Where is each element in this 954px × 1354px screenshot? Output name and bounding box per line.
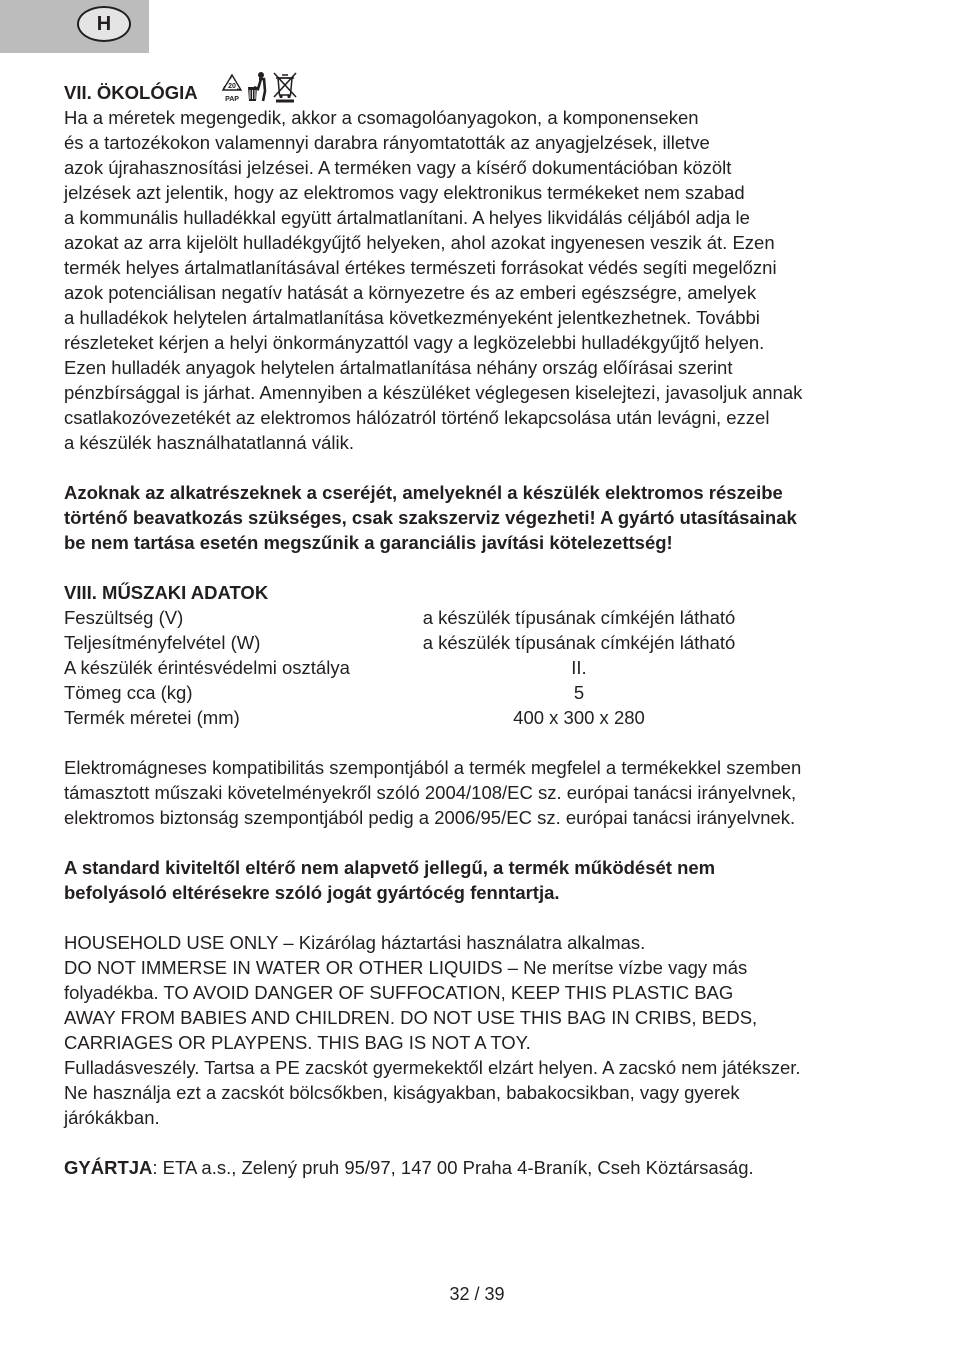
emc-text xyxy=(64,755,894,830)
manufacturer-address: : ETA a.s., Zelený pruh 95/97, 147 00 Praha 4-Braník, Cseh Köztársaság. xyxy=(152,1157,754,1178)
manufacturer-line xyxy=(64,1155,894,1180)
language-tab xyxy=(0,0,149,53)
spec-value: 5 xyxy=(573,682,585,703)
text-line: a készülék használhatatlanná válik. xyxy=(64,432,355,453)
spec-value: a készülék típusának címkéjén látható xyxy=(422,632,736,653)
ecology-heading-row xyxy=(64,80,894,105)
text-line: történő beavatkozás szükséges, csak szakszerviz végezheti! A gyártó utasításainak xyxy=(64,507,797,528)
page-number: 32 / 39 xyxy=(449,1284,505,1304)
text-line: támasztott műszaki követelményekről szóló 2004/108/EC sz. európai tanácsi irányelvnek, xyxy=(64,782,797,803)
text-line: AWAY FROM BABIES AND CHILDREN. DO NOT USE THIS BAG IN CRIBS, BEDS, xyxy=(64,1007,758,1028)
text-line: DO NOT IMMERSE IN WATER OR OTHER LIQUIDS – Ne merítse vízbe vagy más xyxy=(64,957,748,978)
text-line: termék helyes ártalmatlanításával értékes természeti forrásokat védés segíti megelőzni xyxy=(64,257,777,278)
recycling-icons xyxy=(220,71,298,103)
manufacturer-label: GYÁRTJA xyxy=(64,1157,153,1178)
text-line: és a tartozékokon valamennyi darabra rányomtatották az anyagjelzések, illetve xyxy=(64,132,710,153)
text-line: jelzések azt jelentik, hogy az elektromos vagy elektronikus termékeket nem szabad xyxy=(64,182,745,203)
ecology-text xyxy=(64,105,894,455)
tech-title: VIII. MŰSZAKI ADATOK xyxy=(64,582,269,603)
spec-label: Termék méretei (mm) xyxy=(64,707,240,728)
text-line: CARRIAGES OR PLAYPENS. THIS BAG IS NOT A TOY. xyxy=(64,1032,531,1053)
spec-label: Teljesítményfelvétel (W) xyxy=(64,632,261,653)
service-warning xyxy=(64,480,894,555)
tidy-man-bin-icon xyxy=(246,71,270,103)
text-line: Ezen hulladék anyagok helytelen ártalmatlanítása néhány ország előírásai szerint xyxy=(64,357,733,378)
spec-row xyxy=(64,655,894,680)
text-line: A standard kiviteltől eltérő nem alapvető jellegű, a termék működését nem xyxy=(64,857,716,878)
crossed-bin-icon xyxy=(272,71,298,103)
spec-value: a készülék típusának címkéjén látható xyxy=(422,607,736,628)
text-line: folyadékba. TO AVOID DANGER OF SUFFOCATION, KEEP THIS PLASTIC BAG xyxy=(64,982,734,1003)
text-line: Fulladásveszély. Tartsa a PE zacskót gyermekektől elzárt helyen. A zacskó nem játékszer. xyxy=(64,1057,801,1078)
text-line: járókákban. xyxy=(64,1107,160,1128)
spec-row xyxy=(64,605,894,630)
text-line: befolyásoló eltérésekre szóló jogát gyártócég fenntartja. xyxy=(64,882,560,903)
spec-label: A készülék érintésvédelmi osztálya xyxy=(64,657,350,678)
text-line: HOUSEHOLD USE ONLY – Kizárólag háztartási használatra alkalmas. xyxy=(64,932,646,953)
text-line: pénzbírsággal is járhat. Amennyiben a készüléket véglegesen kiselejtezi, javasoljuk annak xyxy=(64,382,803,403)
text-line: csatlakozóvezetékét az elektromos hálózatról történő lekapcsolása után levágni, ezzel xyxy=(64,407,770,428)
text-line: Ha a méretek megengedik, akkor a csomagolóanyagokon, a komponenseken xyxy=(64,107,699,128)
text-line: be nem tartása esetén megszűnik a garanciális javítási kötelezettség! xyxy=(64,532,673,553)
safety-text xyxy=(64,930,894,1130)
page-content xyxy=(64,80,894,1180)
text-line: azok újrahasznosítási jelzései. A terméken vagy a kísérő dokumentációban közölt xyxy=(64,157,732,178)
spec-row xyxy=(64,705,894,730)
language-badge: H xyxy=(77,6,131,42)
text-line: Elektromágneses kompatibilitás szempontjából a termék megfelel a termékekkel szemben xyxy=(64,757,802,778)
text-line: elektromos biztonság szempontjából pedig a 2006/95/EC sz. európai tanácsi irányelvnek. xyxy=(64,807,796,828)
recycling-code: PAP xyxy=(224,96,239,103)
text-line: részleteket kérjen a helyi önkormányzattól vagy a legközelebbi hulladékgyűjtő helyen. xyxy=(64,332,765,353)
spec-row xyxy=(64,630,894,655)
spec-value: 400 x 300 x 280 xyxy=(513,707,645,728)
text-line: a kommunális hulladékkal együtt ártalmatlanítani. A helyes likvidálás céljából adja le xyxy=(64,207,750,228)
text-line: a hulladékok helytelen ártalmatlanítása következményeként jelentkezhetnek. További xyxy=(64,307,760,328)
spec-row xyxy=(64,680,894,705)
text-line: Azoknak az alkatrészeknek a cseréjét, amelyeknél a készülék elektromos részeibe xyxy=(64,482,783,503)
text-line: azokat az arra kijelölt hulladékgyűjtő helyeken, ahol azokat ingyenesen veszik át. Ezen xyxy=(64,232,775,253)
paper-recycling-icon xyxy=(220,73,244,103)
recycling-number: 20 xyxy=(227,83,236,90)
spec-label: Tömeg cca (kg) xyxy=(64,682,193,703)
ecology-title: VII. ÖKOLÓGIA xyxy=(64,82,198,103)
manufacturer-reserve-note xyxy=(64,855,894,905)
spec-value: II. xyxy=(571,657,587,678)
text-line: Ne használja ezt a zacskót bölcsőkben, kiságyakban, babakocsikban, vagy gyerek xyxy=(64,1082,740,1103)
tech-specs-table xyxy=(64,605,894,730)
text-line: azok potenciálisan negatív hatását a környezetre és az emberi egészségre, amelyek xyxy=(64,282,757,303)
spec-label: Feszültség (V) xyxy=(64,607,184,628)
